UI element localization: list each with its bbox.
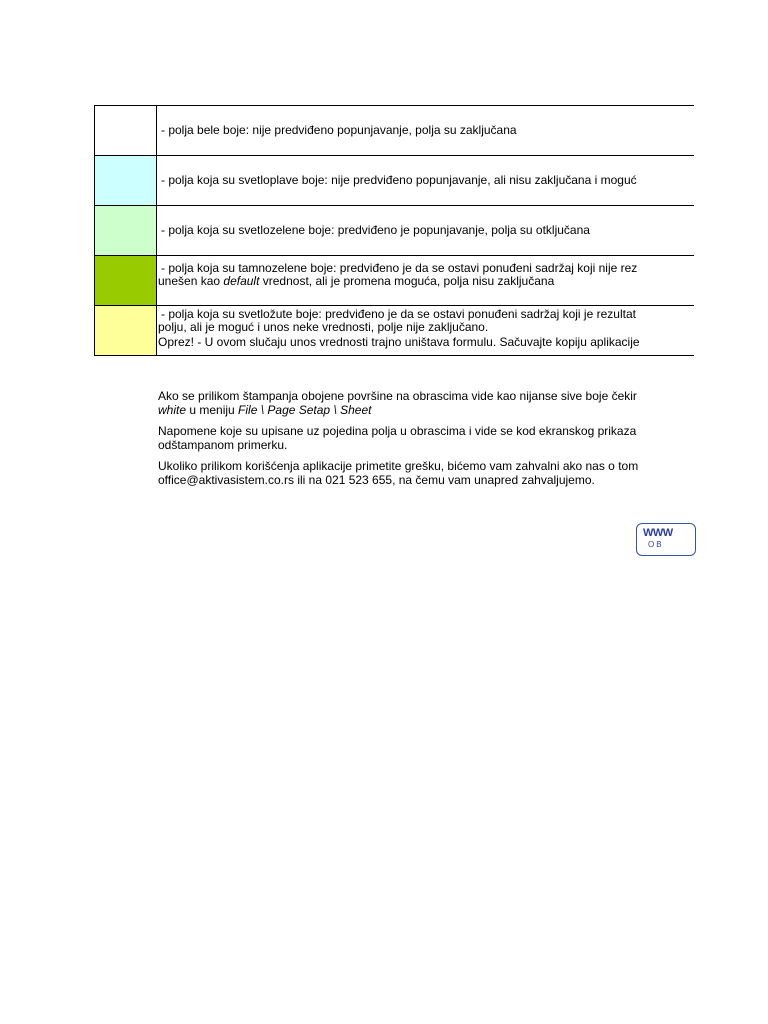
- legend-text-white: - polja bele boje: nije predviđeno popunjavanje, polja su zaključana: [161, 123, 517, 137]
- contact-info: office@aktivasistem.co.rs ili na 021 523 655, na čemu vam unapred zahvaljujemo.: [158, 473, 595, 487]
- default-keyword: default: [223, 274, 260, 288]
- swatch-white: [94, 106, 157, 155]
- white-keyword: white: [158, 403, 187, 417]
- legend-text-dark-green-line2: unešen kao default vrednost, ali je promena moguća, polja nisu zaključana: [158, 274, 555, 288]
- legend-text-light-yellow: [157, 306, 694, 355]
- legend-text-light-green: - polja koja su svetlozelene boje: predviđeno je popunjavanje, polja su otključana: [161, 223, 590, 237]
- legend-text-light-yellow-line1: - polja koja su svetložute boje: predviđeno je da se ostavi ponuđeni sadržaj koji je rezultat: [161, 307, 636, 321]
- legend-text-dark-green: [157, 256, 694, 305]
- swatch-dark-green: [94, 256, 157, 305]
- logo-sub-text: OB: [648, 540, 664, 549]
- legend-row-light-yellow: [94, 306, 694, 356]
- legend-text-light-yellow-warning: Oprez! - U ovom slučaju unos vrednosti trajno uništava formulu. Sačuvajte kopiju aplikacije: [158, 335, 640, 349]
- note-field-comments: Napomene koje su upisane uz pojedina polja u obrascima i vide se kod ekranskog prikaza odštampanom primerku.: [158, 424, 637, 452]
- logo-www-text: WWW: [643, 527, 673, 539]
- company-logo: [636, 523, 696, 556]
- legend-row-white: [94, 106, 694, 156]
- swatch-light-blue: [94, 156, 157, 205]
- swatch-light-yellow: [94, 306, 157, 355]
- legend-row-light-blue: [94, 156, 694, 206]
- legend-row-dark-green: [94, 256, 694, 306]
- legend-row-light-green: [94, 206, 694, 256]
- legend-text-light-yellow-line2: polju, ali je moguć i unos neke vrednosti, polje nije zaključano.: [158, 320, 489, 334]
- legend-text-dark-green-line1: - polja koja su tamnozelene boje: predviđeno je da se ostavi ponuđeni sadržaj koji nije rez: [161, 261, 638, 275]
- note-error-report: Ukoliko prilikom korišćenja aplikacije primetite grešku, bićemo vam zahvalni ako nas o tom office@aktivasistem.co.rs ili na 021 523 655, na čemu vam unapred zahvaljujemo.: [158, 459, 639, 487]
- swatch-light-green: [94, 206, 157, 255]
- note-print-grayscale: Ako se prilikom štampanja obojene površine na obrascima vide kao nijanse sive boje čekir white u meniju File \ Page Setap \ Sheet: [158, 389, 637, 417]
- notes-section: [158, 389, 718, 494]
- menu-path: File \ Page Setap \ Sheet: [238, 403, 372, 417]
- legend-text-light-blue: - polja koja su svetloplave boje: nije predviđeno popunjavanje, ali nisu zaključana i moguć: [161, 173, 637, 187]
- color-legend-table: [94, 105, 694, 356]
